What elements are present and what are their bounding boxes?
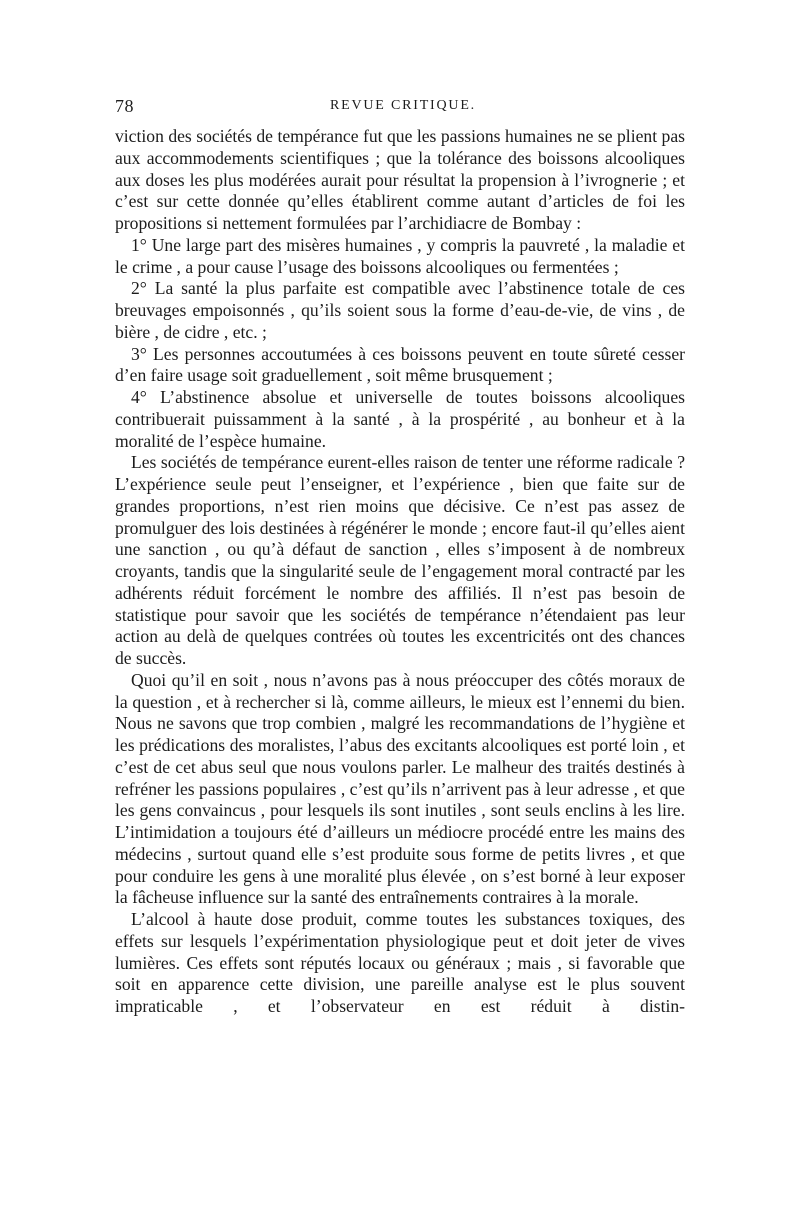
paragraph-temperance-societies: Les sociétés de tempérance eurent-elles raison de tenter une réforme radicale ? L’expérience seule peut l’enseigner, et l’expérience , bien que faite sur de grandes proportions, n’est rien moins que décisive. Ce n’est pas assez de promulguer des lois destinées à régénérer le monde ; encore faut-il qu’elles aient une sanction , ou qu’à défaut de sanction , elles s’imposent à de nombreux croyants, tandis que la singularité seule de l’engagement moral contracté par les adhérents réduit forcément le nombre des affiliés. Il n’est pas besoin de statistique pour savoir que les sociétés de tempérance n’étendaient pas leur action au delà de quelques contrées où toutes les excentricités ont des chances de succès.: [115, 452, 685, 668]
running-title: REVUE CRITIQUE.: [330, 98, 476, 113]
page-header: [115, 96, 685, 120]
proposition-2: 2° La santé la plus parfaite est compatible avec l’abstinence totale de ces breuvages empoisonnés , qu’ils soient sous la forme d’eau-de-vie, de vins , de bière , de cidre , etc. ;: [115, 278, 685, 342]
paragraph-continuation: viction des sociétés de tempérance fut que les passions humaines ne se plient pas aux accommodements scientifiques ; que la tolérance des boissons alcooliques aux doses les plus modérées aurait pour résultat la propension à l’ivrognerie ; et c’est sur cette donnée qu’elles établirent comme autant d’articles de foi les propositions si nettement formulées par l’archidiacre de Bombay :: [115, 126, 685, 233]
body-text: [115, 126, 685, 1018]
page-number: 78: [115, 96, 134, 116]
proposition-4: 4° L’abstinence absolue et universelle de toutes boissons alcooliques contribuerait puissamment à la santé , à la prospérité , au bonheur et à la moralité de l’espèce humaine.: [115, 387, 685, 451]
paragraph-moral-aspects: Quoi qu’il en soit , nous n’avons pas à nous préoccuper des côtés moraux de la question , et à rechercher si là, comme ailleurs, le mieux est l’ennemi du bien. Nous ne savons que trop combien , malgré les recommandations de l’hygiène et les prédications des moralistes, l’abus des excitants alcooliques est porté loin , et c’est de cet abus seul que nous voulons parler. Le malheur des traités destinés à refréner les passions populaires , c’est qu’ils n’arrivent pas à leur adresse , et que les gens convaincus , pour lesquels ils sont inutiles , sont seuls enclins à les lire. L’intimidation a toujours été d’ailleurs un médiocre procédé entre les mains des médecins , surtout quand elle s’est produite sous forme de petits livres , et que pour conduire les gens à une moralité plus élevée , on s’est borné à leur exposer la fâcheuse influence sur la santé des entraînements contraires à la morale.: [115, 669, 685, 908]
proposition-3: 3° Les personnes accoutumées à ces boissons peuvent en toute sûreté cesser d’en faire usage soit graduellement , soit même brusquement ;: [115, 343, 685, 386]
paragraph-alcohol-high-dose: L’alcool à haute dose produit, comme toutes les substances toxiques, des effets sur lesquels l’expérimentation physiologique peut et doit jeter de vives lumières. Ces effets sont réputés locaux ou généraux ; mais , si favorable que soit en apparence cette division, une pareille analyse est le plus souvent impraticable , et l’observateur en est réduit à distin-: [115, 909, 685, 1016]
proposition-1: 1° Une large part des misères humaines , y compris la pauvreté , la maladie et le crime , a pour cause l’usage des boissons alcooliques ou fermentées ;: [115, 234, 685, 277]
